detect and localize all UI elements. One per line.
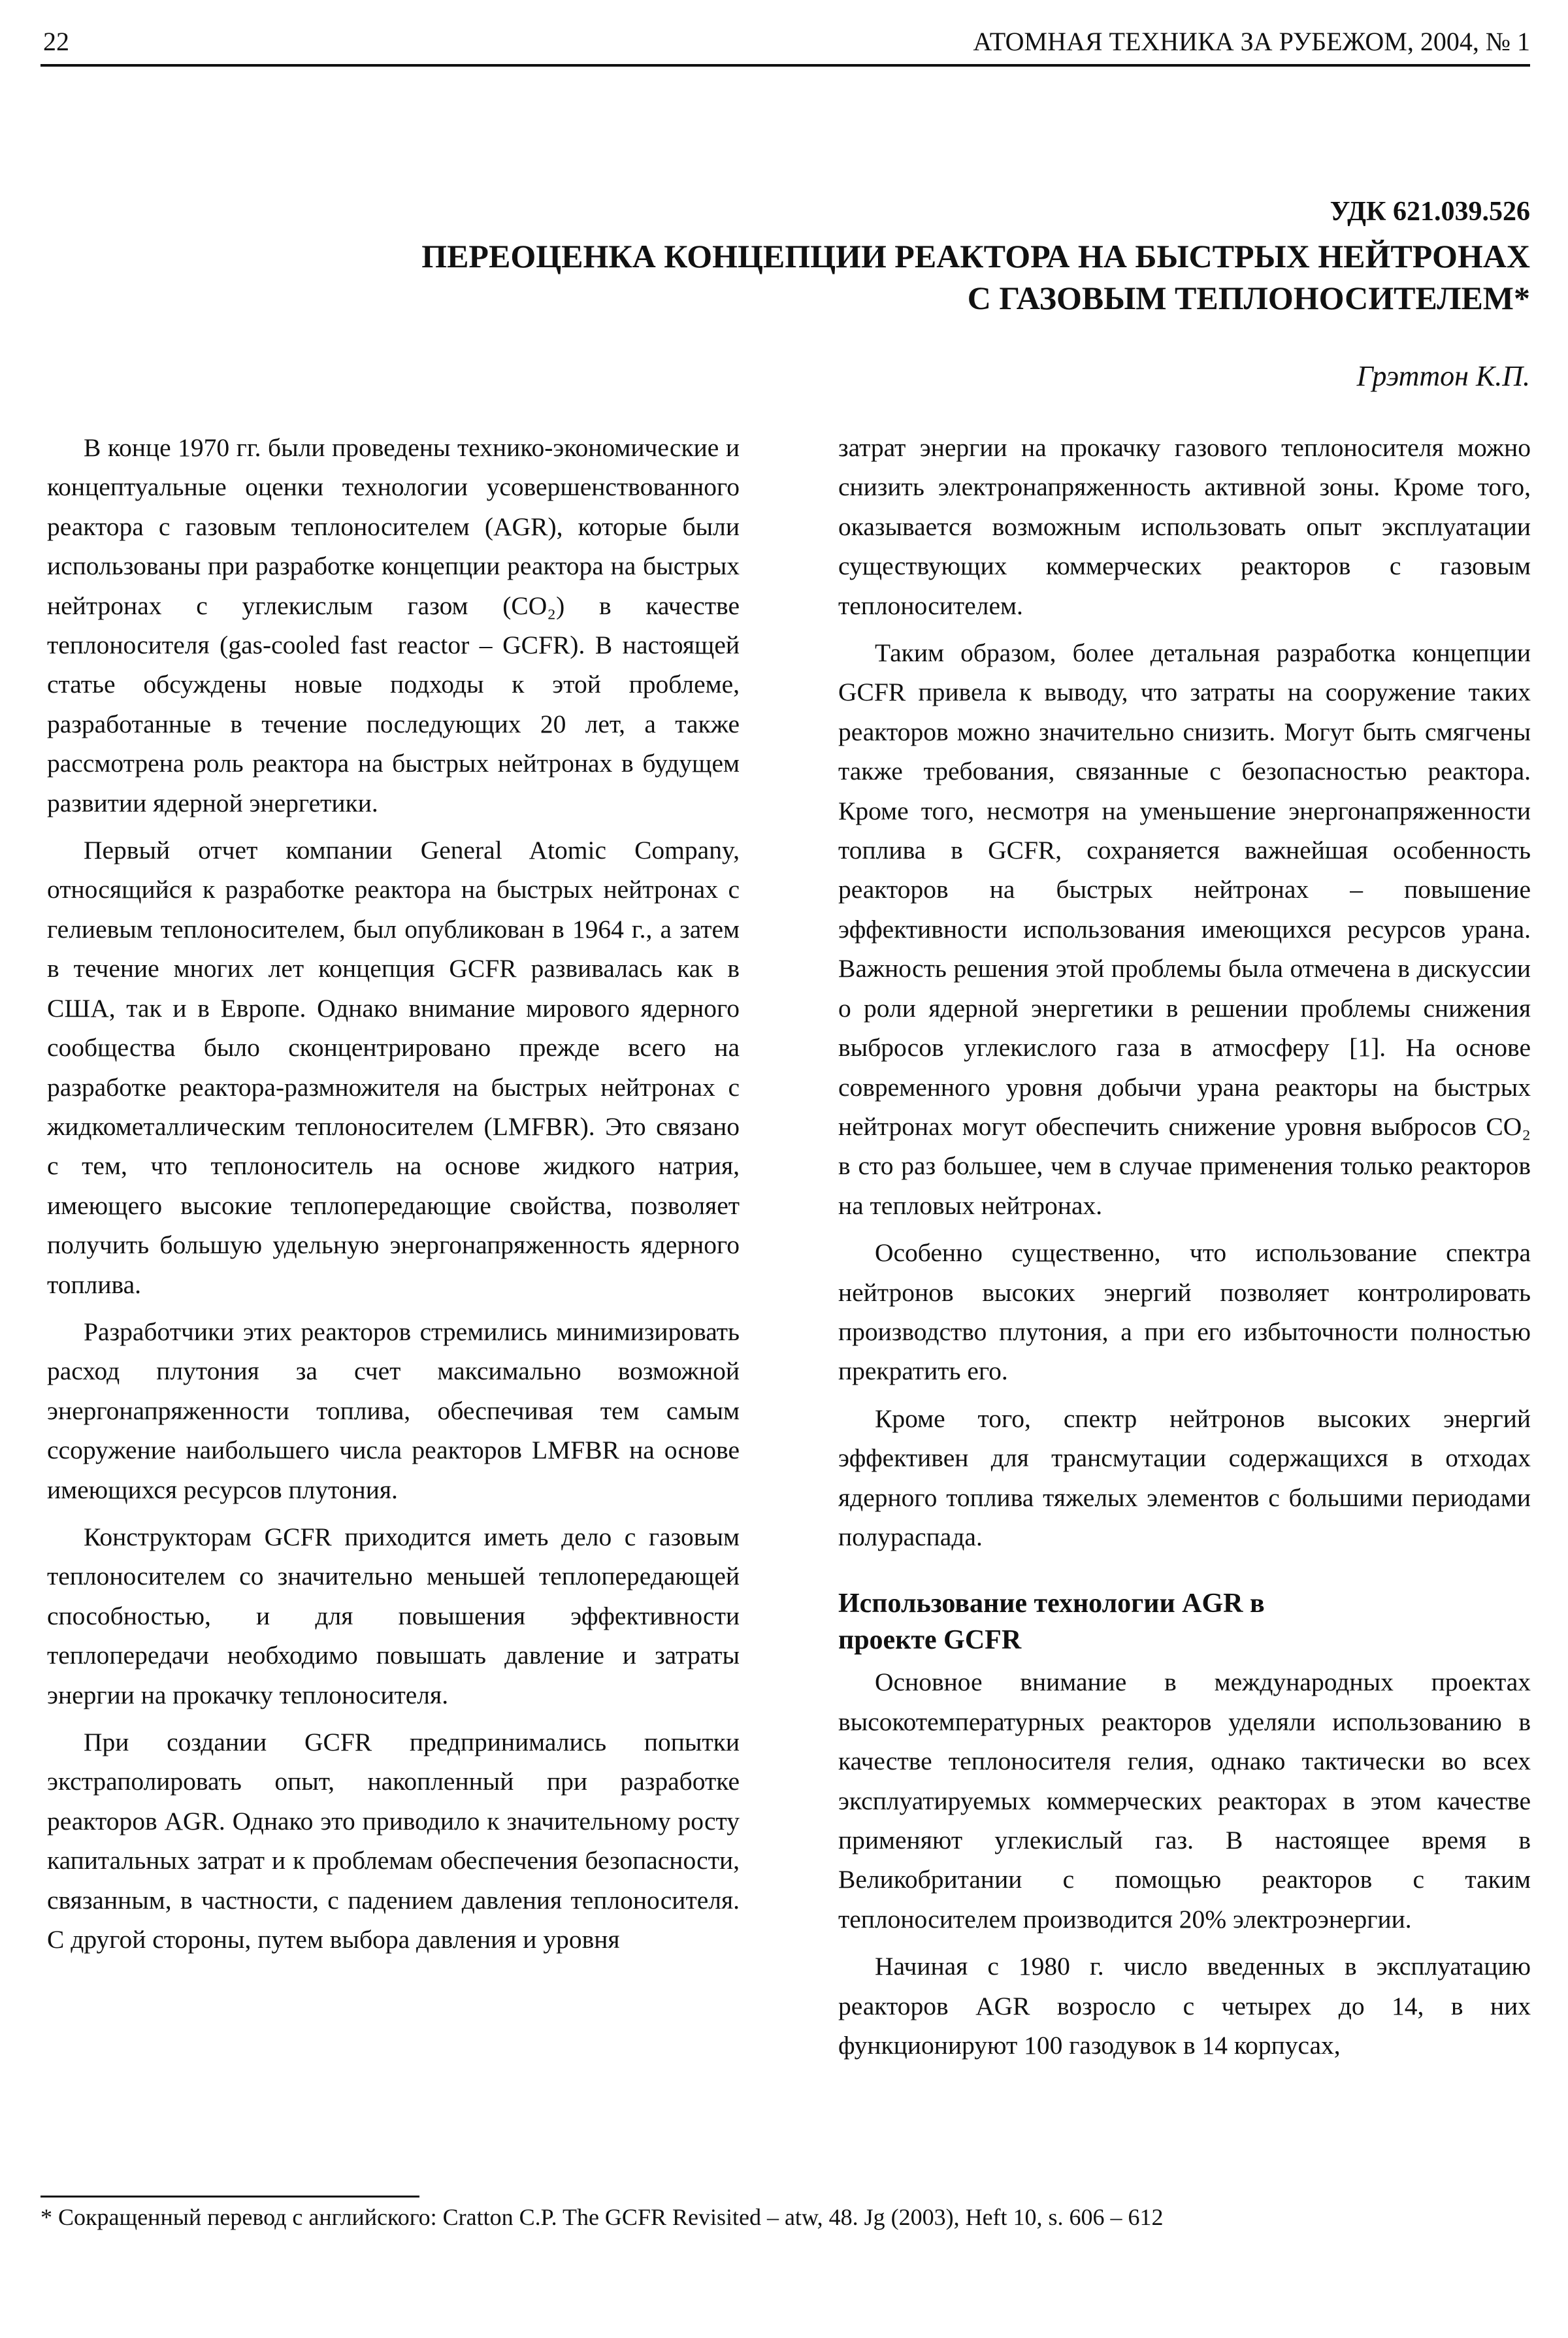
paragraph: Основное внимание в международных проектах высокотемпературных реакторов уделяли использованию в качестве теплоносителя гелия, однако тактически во всех эксплуатируемых коммерческих реакторах в этом качестве применяют углекислый газ. В настоящее время в Великобритании с помощью реакторов с таким теплоносителем производится 20% электроэнергии. <box>838 1668 1531 1934</box>
paragraph: Особенно существенно, что использование спектра нейтронов высоких энергий позволяет контролировать производство плутония, а при его избыточности полностью прекратить его. <box>838 1238 1531 1386</box>
left-column <box>47 428 740 1967</box>
paragraph: Таким образом, более детальная разработка концепции GCFR привела к выводу, что затраты на сооружение таких реакторов можно значительно снизить. Могут быть смягчены также требования, связанные с безопасностью реактора. Кроме того, несмотря на уменьшение энергонапряженности топлива в GCFR, сохраняется важнейшая особенность реакторов на быстрых нейтронах – повышение эффективности использования имеющихся ресурсов урана. Важность решения этой проблемы была отмечена в дискуссии о роли ядерной энергетики в решении проблемы снижения выбросов углекислого газа в атмосферу [1]. На основе современного уровня добычи урана реакторы на быстрых нейтронах могут обеспечить снижение уровня выбросов CO₂ в сто раз большее, чем в случае применения только реакторов на тепловых нейтронах. <box>838 638 1531 1220</box>
article-title <box>223 235 1530 319</box>
page-number: 22 <box>43 27 69 56</box>
author: Грэттон К.П. <box>1356 360 1530 392</box>
header-divider <box>41 64 1530 67</box>
paragraph: При создании GCFR предпринимались попытки экстраполировать опыт, накопленный при разработке реакторов AGR. Однако это приводило к значительному росту капитальных затрат и к проблемам обеспечения безопасности, связанным, в частности, с падением давления теплоносителя. С другой стороны, путем выбора давления и уровня <box>47 1728 740 1954</box>
paragraph: Разработчики этих реакторов стремились минимизировать расход плутония за счет максимально возможной энергонапряженности топлива, обеспечивая тем самым ссоружение наибольшего числа реакторов LMFBR на основе имеющихся ресурсов плутония. <box>47 1317 740 1504</box>
title-line-2: С ГАЗОВЫМ ТЕПЛОНОСИТЕЛЕМ* <box>967 280 1530 316</box>
paragraph: Первый отчет компании General Atomic Company, относящийся к разработке реактора на быстрых нейтронах с гелиевым теплоносителем, был опубликован в 1964 г., а затем в течение многих лет концепция GCFR развивалась как в США, так и в Европе. Однако внимание мирового ядерного сообщества было сконцентрировано прежде всего на разработке реактора-размножителя на быстрых нейтронах с жидкометаллическим теплоносителем (LMFBR). Это связано с тем, что теплоноситель на основе жидкого натрия, имеющего высокие теплопередающие свойства, позволяет получить большую удельную энергонапряженность ядерного топлива. <box>47 836 740 1299</box>
title-line-1: ПЕРЕОЦЕНКА КОНЦЕПЦИИ РЕАКТОРА НА БЫСТРЫХ НЕЙТРОНАХ <box>421 238 1530 274</box>
journal-header: АТОМНАЯ ТЕХНИКА ЗА РУБЕЖОМ, 2004, № 1 <box>973 27 1530 56</box>
right-column <box>838 428 1531 2073</box>
udk-code: УДК 621.039.526 <box>1330 197 1530 227</box>
section-heading: Использование технологии AGR в проекте GCFR <box>838 1589 1265 1656</box>
paragraph: Начиная с 1980 г. число введенных в эксплуатацию реакторов AGR возросло с четырех до 14, в них функционируют 100 газодувок в 14 корпусах, <box>838 1952 1531 2060</box>
footnote-divider <box>41 2196 419 2198</box>
paragraph: Кроме того, спектр нейтронов высоких энергий эффективен для трансмутации содержащихся в отходах ядерного топлива тяжелых элементов с большими периодами полураспада. <box>838 1404 1531 1551</box>
paragraph: затрат энергии на прокачку газового теплоносителя можно снизить электронапряженность активной зоны. Кроме того, оказывается возможным использовать опыт эксплуатации существующих коммерческих реакторов с газовым теплоносителем. <box>838 433 1531 620</box>
paragraph: В конце 1970 гг. были проведены технико-экономические и концептуальные оценки технологии усовершенствованного реактора с газовым теплоносителем (AGR), которые были использованы при разработке концепции реактора на быстрых нейтронах с углекислым газом (CO₂) в качестве теплоносителя (gas-cooled fast reactor – GCFR). В настоящей статье обсуждены новые подходы к этой проблеме, разработанные в течение последующих 20 лет, а также рассмотрена роль реактора на быстрых нейтронах в будущем развитии ядерной энергетики. <box>47 433 740 817</box>
paragraph: Конструкторам GCFR приходится иметь дело с газовым теплоносителем со значительно меньшей теплопередающей способностью, и для повышения эффективности теплопередачи необходимо повышать давление и затраты энергии на прокачку теплоносителя. <box>47 1522 740 1709</box>
footnote: * Сокращенный перевод с английского: Cratton C.P. The GCFR Revisited – atw, 48. Jg (2003), Heft 10, s. 606 – 612 <box>41 2204 1164 2230</box>
